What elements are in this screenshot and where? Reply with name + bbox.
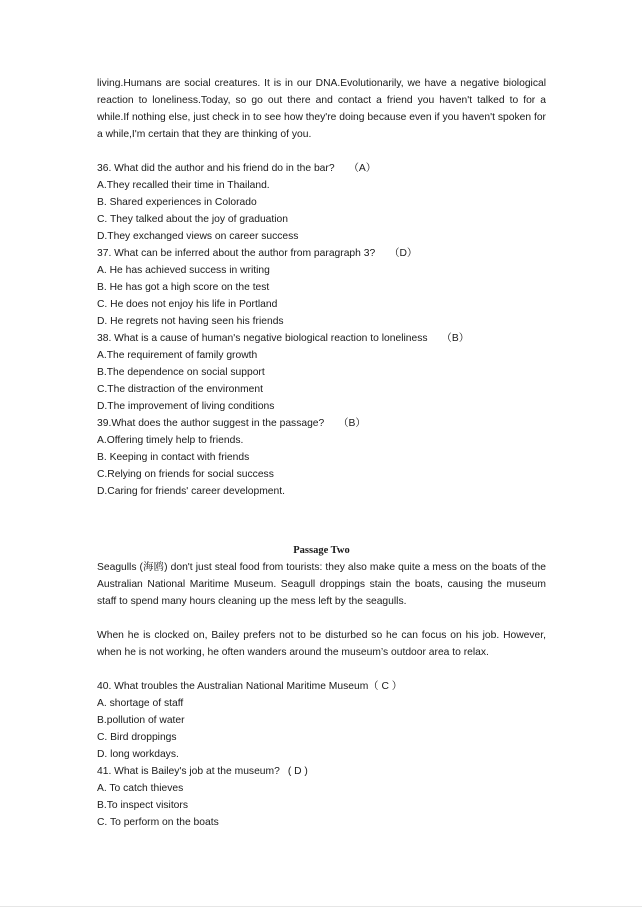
document-page [97,75,546,831]
option: D. He regrets not having seen his friends [97,316,284,327]
option: B. Keeping in contact with friends [97,452,250,463]
spacer [97,143,546,160]
option: C. He does not enjoy his life in Portland [97,299,278,310]
option: A. shortage of staff [97,698,184,709]
option: B. Shared experiences in Colorado [97,197,257,208]
option: D. long workdays. [97,749,179,760]
question-answer: （A） [348,163,377,174]
question-39 [97,415,546,432]
question-37 [97,245,546,262]
question-text: 39.What does the author suggest in the passage? [97,418,325,429]
intro-paragraph: living.Humans are social creatures. It is in our DNA.Evolutionarily, we have a negative biological reaction to loneliness.Today, so go out there and contact a friend you haven't talked to for a while.If nothing else, just check in to see how they're doing because even if you haven't spoken for a while,I'm certain that they are thinking of you. [97,78,546,140]
question-answer: （B） [441,333,469,344]
option: D.Caring for friends' career development. [97,486,285,497]
question-text: 37. What can be inferred about the author from paragraph 3? [97,248,376,259]
question-text: 36. What did the author and his friend do in the bar? [97,163,335,174]
option: D.They exchanged views on career success [97,231,299,242]
option: B.The dependence on social support [97,367,265,378]
question-36 [97,160,546,177]
question-text: 41. What is Bailey's job at the museum? [97,766,280,777]
option: A. To catch thieves [97,783,184,794]
question-text: 38. What is a cause of human's negative biological reaction to loneliness [97,333,428,344]
option: B.pollution of water [97,715,185,726]
option: B. He has got a high score on the test [97,282,270,293]
question-text: 40. What troubles the Australian National Maritime Museum [97,681,369,692]
page-bottom-divider [0,906,642,907]
option: C. They talked about the joy of graduation [97,214,289,225]
option: A.They recalled their time in Thailand. [97,180,270,191]
option: C.The distraction of the environment [97,384,263,395]
question-answer: （B） [338,418,366,429]
question-38 [97,330,546,347]
option: C.Relying on friends for social success [97,469,274,480]
passage-two-paragraph-1: Seagulls (海鸥) don't just steal food from tourists: they also make quite a mess on the boats of the Australian National Maritime Museum. Seagull droppings stain the boats, causing the museum staff to spend many hours cleaning up the mess left by the seagulls. [97,562,546,607]
option: A.Offering timely help to friends. [97,435,244,446]
question-40 [97,678,546,695]
question-answer: （ C ） [368,681,403,692]
question-answer: （D） [389,248,418,259]
spacer [97,500,546,542]
question-41 [97,763,546,780]
option: A. He has achieved success in writing [97,265,270,276]
option: B.To inspect visitors [97,800,188,811]
option: D.The improvement of living conditions [97,401,275,412]
question-answer: ( D ) [287,766,308,777]
option: C. Bird droppings [97,732,177,743]
option: C. To perform on the boats [97,817,219,828]
passage-two-paragraph-2: When he is clocked on, Bailey prefers not to be disturbed so he can focus on his job. However, when he is not working, he often wanders around the museum’s outdoor area to relax. [97,630,546,658]
spacer [97,610,546,627]
spacer [97,661,546,678]
passage-two-title: Passage Two [293,545,350,556]
option: A.The requirement of family growth [97,350,258,361]
